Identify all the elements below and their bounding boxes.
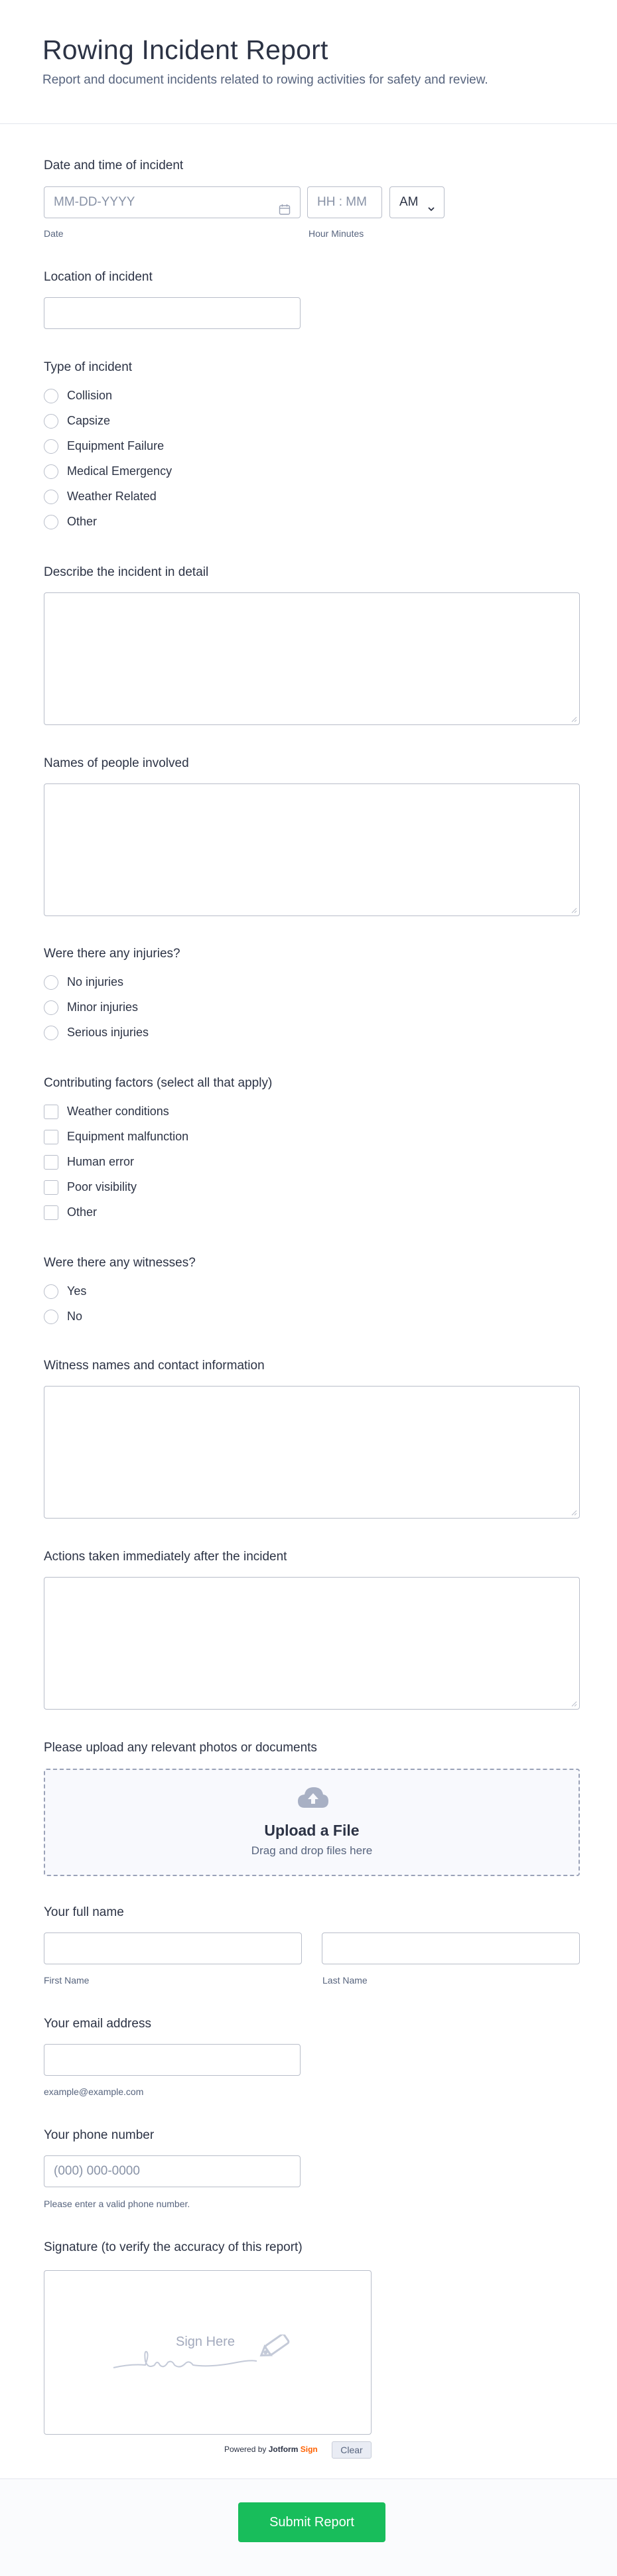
actions-textarea[interactable] [44,1577,580,1710]
checkbox[interactable] [44,1155,58,1170]
option-label: No [67,1310,83,1323]
powered-brand-suffix: Sign [300,2445,318,2454]
radio-button[interactable] [44,1310,58,1324]
option-label: Poor visibility [67,1180,137,1193]
calendar-icon[interactable] [279,197,291,209]
location-input[interactable] [44,297,301,329]
full-name-label: Your full name [44,1905,124,1919]
radio-button[interactable] [44,975,58,990]
upload-hint: Drag and drop files here [251,1844,373,1857]
option-label: Capsize [67,414,111,427]
time-input[interactable] [307,186,382,218]
email-label: Your email address [44,2017,151,2031]
email-input[interactable] [44,2044,301,2076]
form-subtitle: Report and document incidents related to rowing activities for safety and review. [42,73,488,87]
radio-button[interactable] [44,389,58,403]
option-label: Other [67,1205,98,1219]
actions-label: Actions taken immediately after the incident [44,1550,287,1564]
option-label: Weather conditions [67,1105,169,1118]
radio-button[interactable] [44,1000,58,1015]
upload-title: Upload a File [264,1822,360,1839]
witnesses-label: Were there any witnesses? [44,1256,196,1270]
checkbox[interactable] [44,1105,58,1119]
resize-handle-icon[interactable] [571,1510,577,1516]
option-label: Medical Emergency [67,464,172,478]
phone-placeholder: (000) 000-0000 [54,2164,140,2178]
signature-pad[interactable] [44,2270,372,2435]
factors-label: Contributing factors (select all that apply) [44,1076,273,1090]
time-sublabel: Hour Minutes [308,228,364,239]
clear-signature-button[interactable]: Clear [332,2441,372,2459]
option-label: Other [67,515,98,528]
cloud-upload-icon [297,1786,330,1813]
phone-label: Your phone number [44,2128,155,2142]
option-label: Equipment Failure [67,439,165,452]
date-placeholder: MM-DD-YYYY [54,195,135,209]
checkbox[interactable] [44,1130,58,1144]
ampm-select[interactable] [389,186,445,218]
ampm-value: AM [399,195,419,209]
form-header [0,0,617,124]
signature-placeholder: Sign Here [176,2335,235,2349]
first-name-input[interactable] [44,1932,302,1964]
date-time-label: Date and time of incident [44,159,184,172]
phone-sublabel: Please enter a valid phone number. [44,2199,190,2209]
witness-info-label: Witness names and contact information [44,1359,265,1373]
chevron-down-icon [427,196,435,227]
upload-label: Please upload any relevant photos or documents [44,1741,317,1755]
people-textarea[interactable] [44,783,580,916]
phone-input[interactable] [44,2155,301,2187]
option-label: Weather Related [67,490,157,503]
option-label: Minor injuries [67,1000,139,1014]
powered-by-text [224,2445,318,2454]
checkbox[interactable] [44,1205,58,1220]
resize-handle-icon[interactable] [571,716,577,722]
witness-info-textarea[interactable] [44,1386,580,1519]
date-input[interactable] [44,186,301,218]
description-textarea[interactable] [44,592,580,725]
date-sublabel: Date [44,228,64,239]
radio-button[interactable] [44,414,58,429]
incident-type-label: Type of incident [44,360,133,374]
checkbox[interactable] [44,1180,58,1195]
option-label: Serious injuries [67,1026,149,1039]
powered-prefix: Powered by [224,2445,267,2454]
last-name-sublabel: Last Name [322,1975,368,1986]
injuries-label: Were there any injuries? [44,947,180,961]
powered-brand: Jotform [268,2445,299,2454]
last-name-input[interactable] [322,1932,580,1964]
radio-button[interactable] [44,439,58,454]
option-label: Human error [67,1155,135,1168]
resize-handle-icon[interactable] [571,908,577,914]
submit-button[interactable]: Submit Report [238,2502,385,2542]
option-label: Equipment malfunction [67,1130,189,1143]
option-label: No injuries [67,975,124,988]
time-placeholder: HH : MM [317,195,367,209]
form-title: Rowing Incident Report [42,34,328,65]
radio-button[interactable] [44,1026,58,1040]
description-label: Describe the incident in detail [44,565,209,579]
option-label: Collision [67,389,113,402]
signature-label: Signature (to verify the accuracy of this report) [44,2240,303,2254]
radio-button[interactable] [44,490,58,504]
radio-button[interactable] [44,464,58,479]
email-sublabel: example@example.com [44,2086,144,2097]
signature-scribble-icon [111,2335,303,2378]
people-label: Names of people involved [44,756,189,770]
resize-handle-icon[interactable] [571,1701,577,1707]
file-upload-dropzone[interactable] [44,1769,580,1876]
radio-button[interactable] [44,515,58,529]
first-name-sublabel: First Name [44,1975,90,1986]
radio-button[interactable] [44,1284,58,1299]
option-label: Yes [67,1284,87,1298]
location-label: Location of incident [44,270,153,284]
